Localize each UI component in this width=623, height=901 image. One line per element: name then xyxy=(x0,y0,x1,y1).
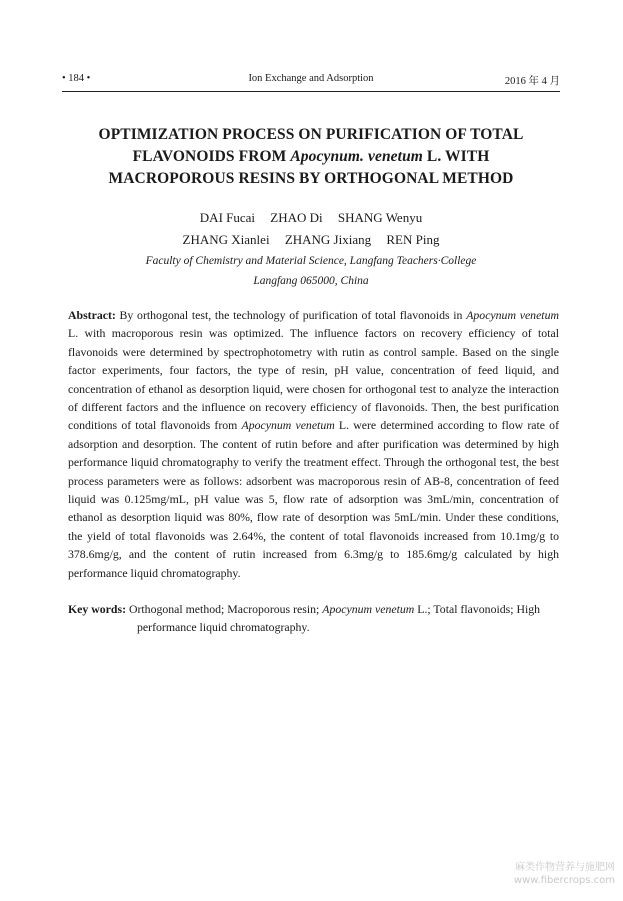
keywords-text: Orthogonal method; Macroporous resin; xyxy=(126,602,323,616)
title-line-2-end: L. WITH xyxy=(422,148,490,165)
author-name: ZHAO Di xyxy=(270,210,323,225)
watermark-line-1: 麻类作物营养与施肥网 xyxy=(515,862,615,873)
author-name: ZHANG Jixiang xyxy=(284,232,372,247)
author-name: SHANG Wenyu xyxy=(337,210,423,225)
author-name: DAI Fucai xyxy=(199,210,256,225)
header-rule xyxy=(62,91,560,92)
abstract-species: Apocynum venetum xyxy=(466,308,560,322)
watermark-line-2: www.fibercrops.com xyxy=(513,875,615,886)
abstract-text: By orthogonal test, the technology of purification of total flavonoids in xyxy=(115,308,467,322)
affiliation-line-2: Langfang 065000, China xyxy=(253,275,369,287)
title-line-2 xyxy=(62,146,560,168)
abstract-label: Abstract: xyxy=(68,308,116,322)
paper-title xyxy=(62,124,560,190)
abstract-text: L. with macroporous resin was optimized. The influence factors on recovery efficiency of total flavonoids were determined by spectrophotometry with rutin as control sample. Based on the single factor experiments, four factors, the type of resin, pH value, concentration of feed liquid, and concentration of ethanol as desorption liquid, were chosen for orthogonal test to analyze the interaction of different factors and the influence on recovery efficiency of flavonoids. Then, the best purification conditions of total flavonoids from xyxy=(68,326,559,433)
title-line-3: MACROPOROUS RESINS BY ORTHOGONAL METHOD xyxy=(108,170,514,187)
author-list xyxy=(62,207,560,251)
abstract xyxy=(68,306,559,582)
author-name: REN Ping xyxy=(386,232,440,247)
page-number: • 184 • xyxy=(62,73,91,84)
affiliation-line-1: Faculty of Chemistry and Material Science, Langfang Teachers·College xyxy=(145,255,477,267)
watermark xyxy=(455,861,615,887)
keywords xyxy=(68,600,559,637)
journal-name: Ion Exchange and Adsorption xyxy=(248,73,374,84)
author-line-1 xyxy=(62,207,560,229)
keywords-label: Key words: xyxy=(68,602,126,616)
running-header xyxy=(62,73,560,91)
keywords-species: Apocynum venetum xyxy=(322,602,415,616)
issue-date: 2016 年 4 月 xyxy=(504,76,560,87)
title-line-2-start: FLAVONOIDS FROM xyxy=(132,148,291,165)
author-name: ZHANG Xianlei xyxy=(182,232,270,247)
affiliation xyxy=(62,251,560,291)
abstract-text: L. were determined according to flow rate of adsorption and desorption. The content of rutin before and after purification was determined by high performance liquid chromatography to verify the treatment effect. Through the orthogonal test, the best process parameters were as follows: adsorbent was macroporous resin of AB-8, concentration of feed liquid was 0.125mg/mL, pH value was 5, flow rate of adsorption was 3mL/min, concentration of ethanol as desorption liquid was 80%, flow rate of desorption was 5mL/min. Under these conditions, the yield of total flavonoids was 2.64%, the content of total flavonoids increased from 10.1mg/g to 378.6mg/g, and the content of rutin increased from 6.3mg/g to 185.6mg/g calculated by high performance liquid chromatography. xyxy=(68,418,560,580)
author-line-2 xyxy=(62,229,560,251)
title-species: Apocynum. venetum xyxy=(290,148,423,165)
abstract-species: Apocynum venetum xyxy=(241,418,335,433)
title-line-1: OPTIMIZATION PROCESS ON PURIFICATION OF TOTAL xyxy=(98,126,524,143)
keywords-text: L.; Total flavonoids; High performance liquid chromatography. xyxy=(137,602,541,635)
